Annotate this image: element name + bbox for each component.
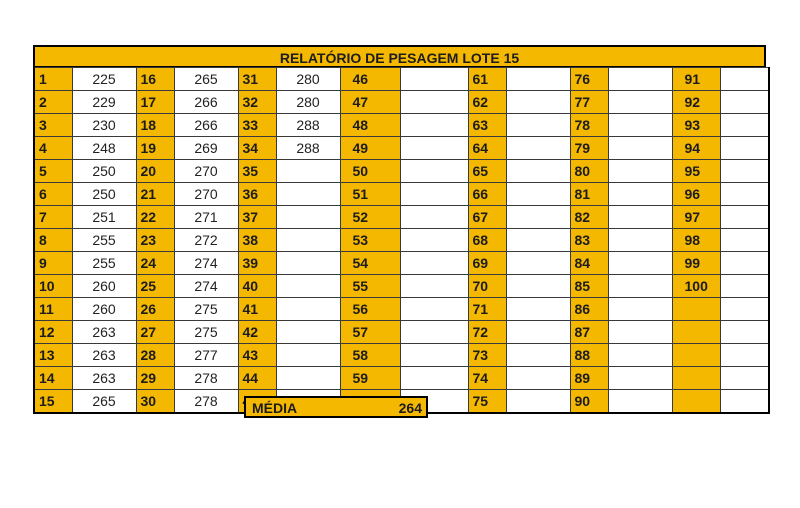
- lot-number-cell: 14: [34, 367, 72, 390]
- weight-value-cell: 229: [72, 91, 136, 114]
- weight-value-cell: 280: [276, 68, 340, 91]
- table-row: [34, 344, 769, 367]
- weight-value-cell: 269: [174, 137, 238, 160]
- weight-value-cell: [400, 275, 468, 298]
- lot-number-cell: 63: [468, 114, 506, 137]
- weight-value-cell: 225: [72, 68, 136, 91]
- lot-number-cell: 28: [136, 344, 174, 367]
- lot-number-cell: 15: [34, 390, 72, 413]
- lot-number-cell: 73: [468, 344, 506, 367]
- weight-value-cell: [400, 160, 468, 183]
- lot-number-cell: 41: [238, 298, 276, 321]
- lot-number-cell: 64: [468, 137, 506, 160]
- weight-value-cell: 272: [174, 229, 238, 252]
- weight-value-cell: 255: [72, 252, 136, 275]
- weight-value-cell: 275: [174, 321, 238, 344]
- weight-value-cell: [608, 137, 672, 160]
- average-value: 264: [398, 400, 422, 416]
- lot-number-cell: 43: [238, 344, 276, 367]
- weight-value-cell: 230: [72, 114, 136, 137]
- weight-value-cell: [506, 160, 570, 183]
- weight-value-cell: [400, 91, 468, 114]
- weight-value-cell: [608, 183, 672, 206]
- weight-value-cell: [720, 344, 769, 367]
- weight-value-cell: 278: [174, 367, 238, 390]
- weight-value-cell: [720, 390, 769, 413]
- lot-number-cell: 4: [34, 137, 72, 160]
- lot-number-cell: 70: [468, 275, 506, 298]
- weight-value-cell: [720, 367, 769, 390]
- weight-value-cell: [506, 206, 570, 229]
- lot-number-cell: 53: [340, 229, 400, 252]
- lot-number-cell: 10: [34, 275, 72, 298]
- lot-number-cell: 57: [340, 321, 400, 344]
- weight-value-cell: [506, 344, 570, 367]
- lot-number-cell: 47: [340, 91, 400, 114]
- weight-value-cell: 263: [72, 344, 136, 367]
- lot-number-cell: 46: [340, 68, 400, 91]
- weight-value-cell: [608, 390, 672, 413]
- lot-number-cell: 76: [570, 68, 608, 91]
- lot-number-cell: 74: [468, 367, 506, 390]
- lot-number-cell: 69: [468, 252, 506, 275]
- weight-value-cell: 270: [174, 160, 238, 183]
- weight-value-cell: [608, 114, 672, 137]
- weight-value-cell: [400, 206, 468, 229]
- weight-value-cell: [276, 229, 340, 252]
- table-row: [34, 183, 769, 206]
- weight-value-cell: 270: [174, 183, 238, 206]
- lot-number-cell: 90: [570, 390, 608, 413]
- lot-number-cell: 18: [136, 114, 174, 137]
- lot-number-cell: 37: [238, 206, 276, 229]
- weight-value-cell: 248: [72, 137, 136, 160]
- table-row: [34, 229, 769, 252]
- lot-number-cell: 71: [468, 298, 506, 321]
- lot-number-cell: 9: [34, 252, 72, 275]
- lot-number-cell: 81: [570, 183, 608, 206]
- table-row: [34, 91, 769, 114]
- weight-value-cell: [400, 114, 468, 137]
- lot-number-cell: 24: [136, 252, 174, 275]
- weight-value-cell: [608, 367, 672, 390]
- weight-value-cell: [720, 275, 769, 298]
- average-box: [244, 396, 428, 418]
- lot-number-cell: 13: [34, 344, 72, 367]
- weight-value-cell: 278: [174, 390, 238, 413]
- lot-number-cell: 87: [570, 321, 608, 344]
- weight-value-cell: [506, 390, 570, 413]
- weight-value-cell: [276, 183, 340, 206]
- lot-number-cell: 39: [238, 252, 276, 275]
- lot-number-cell: 99: [672, 252, 720, 275]
- lot-number-cell: 68: [468, 229, 506, 252]
- weight-value-cell: [506, 137, 570, 160]
- weight-value-cell: 265: [174, 68, 238, 91]
- weight-value-cell: [276, 160, 340, 183]
- lot-number-cell: 61: [468, 68, 506, 91]
- lot-number-cell: 92: [672, 91, 720, 114]
- lot-number-cell: 34: [238, 137, 276, 160]
- table-row: [34, 275, 769, 298]
- lot-number-cell: 85: [570, 275, 608, 298]
- lot-number-cell: 91: [672, 68, 720, 91]
- lot-number-cell: 16: [136, 68, 174, 91]
- lot-number-cell: 54: [340, 252, 400, 275]
- weight-value-cell: [720, 114, 769, 137]
- lot-number-cell: 56: [340, 298, 400, 321]
- lot-number-cell: 51: [340, 183, 400, 206]
- lot-number-cell: 44: [238, 367, 276, 390]
- table-row: [34, 252, 769, 275]
- weight-value-cell: [608, 68, 672, 91]
- table-row: [34, 160, 769, 183]
- weight-value-cell: [400, 68, 468, 91]
- weighing-report: [33, 45, 766, 414]
- weight-value-cell: [608, 298, 672, 321]
- lot-number-cell: 27: [136, 321, 174, 344]
- lot-number-cell: 12: [34, 321, 72, 344]
- lot-number-cell: 72: [468, 321, 506, 344]
- lot-number-cell: 2: [34, 91, 72, 114]
- lot-number-cell: 65: [468, 160, 506, 183]
- weight-value-cell: [400, 344, 468, 367]
- lot-number-cell: [672, 367, 720, 390]
- weight-value-cell: [506, 68, 570, 91]
- weight-value-cell: [608, 275, 672, 298]
- lot-number-cell: 31: [238, 68, 276, 91]
- weight-value-cell: [720, 206, 769, 229]
- lot-number-cell: 94: [672, 137, 720, 160]
- lot-number-cell: 6: [34, 183, 72, 206]
- lot-number-cell: 5: [34, 160, 72, 183]
- lot-number-cell: 78: [570, 114, 608, 137]
- lot-number-cell: [672, 321, 720, 344]
- weight-value-cell: [720, 91, 769, 114]
- lot-number-cell: 17: [136, 91, 174, 114]
- weight-value-cell: [400, 252, 468, 275]
- lot-number-cell: 42: [238, 321, 276, 344]
- weight-value-cell: [400, 321, 468, 344]
- lot-number-cell: 21: [136, 183, 174, 206]
- lot-number-cell: 95: [672, 160, 720, 183]
- lot-number-cell: 49: [340, 137, 400, 160]
- lot-number-cell: 66: [468, 183, 506, 206]
- weight-value-cell: 266: [174, 114, 238, 137]
- table-row: [34, 114, 769, 137]
- weight-value-cell: [720, 137, 769, 160]
- lot-number-cell: 84: [570, 252, 608, 275]
- weight-value-cell: [720, 298, 769, 321]
- table-row: [34, 321, 769, 344]
- weight-value-cell: 250: [72, 183, 136, 206]
- weight-value-cell: [506, 321, 570, 344]
- lot-number-cell: 80: [570, 160, 608, 183]
- lot-number-cell: 30: [136, 390, 174, 413]
- weight-value-cell: [608, 252, 672, 275]
- lot-number-cell: 36: [238, 183, 276, 206]
- lot-number-cell: 48: [340, 114, 400, 137]
- table-row: [34, 68, 769, 91]
- lot-number-cell: 40: [238, 275, 276, 298]
- lot-number-cell: 88: [570, 344, 608, 367]
- weight-value-cell: [720, 321, 769, 344]
- lot-number-cell: 100: [672, 275, 720, 298]
- lot-number-cell: 8: [34, 229, 72, 252]
- lot-number-cell: 20: [136, 160, 174, 183]
- weight-value-cell: 260: [72, 298, 136, 321]
- weight-value-cell: [720, 252, 769, 275]
- weight-value-cell: 251: [72, 206, 136, 229]
- weight-value-cell: [720, 160, 769, 183]
- lot-number-cell: 52: [340, 206, 400, 229]
- weighing-table: [33, 67, 770, 414]
- lot-number-cell: 89: [570, 367, 608, 390]
- weight-value-cell: [276, 275, 340, 298]
- weight-value-cell: [506, 275, 570, 298]
- weight-value-cell: 275: [174, 298, 238, 321]
- weight-value-cell: 250: [72, 160, 136, 183]
- weight-value-cell: 274: [174, 252, 238, 275]
- lot-number-cell: 35: [238, 160, 276, 183]
- weight-value-cell: 265: [72, 390, 136, 413]
- weight-value-cell: [276, 321, 340, 344]
- weight-value-cell: [276, 252, 340, 275]
- weight-value-cell: [608, 344, 672, 367]
- weight-value-cell: 260: [72, 275, 136, 298]
- weight-value-cell: [608, 160, 672, 183]
- lot-number-cell: 82: [570, 206, 608, 229]
- lot-number-cell: 59: [340, 367, 400, 390]
- lot-number-cell: [672, 390, 720, 413]
- lot-number-cell: 23: [136, 229, 174, 252]
- weight-value-cell: [608, 206, 672, 229]
- weight-value-cell: [506, 114, 570, 137]
- weight-value-cell: [276, 206, 340, 229]
- lot-number-cell: 79: [570, 137, 608, 160]
- weight-value-cell: [400, 298, 468, 321]
- lot-number-cell: 55: [340, 275, 400, 298]
- weight-value-cell: [276, 298, 340, 321]
- lot-number-cell: 96: [672, 183, 720, 206]
- weight-value-cell: [506, 183, 570, 206]
- table-row: [34, 137, 769, 160]
- lot-number-cell: 29: [136, 367, 174, 390]
- lot-number-cell: 67: [468, 206, 506, 229]
- lot-number-cell: 50: [340, 160, 400, 183]
- lot-number-cell: 83: [570, 229, 608, 252]
- weight-value-cell: 277: [174, 344, 238, 367]
- weight-value-cell: 288: [276, 137, 340, 160]
- table-row: [34, 206, 769, 229]
- weight-value-cell: [400, 229, 468, 252]
- weight-value-cell: [506, 252, 570, 275]
- weight-value-cell: [506, 298, 570, 321]
- lot-number-cell: 93: [672, 114, 720, 137]
- weight-value-cell: 266: [174, 91, 238, 114]
- weight-value-cell: 274: [174, 275, 238, 298]
- weight-value-cell: 288: [276, 114, 340, 137]
- lot-number-cell: 3: [34, 114, 72, 137]
- lot-number-cell: 86: [570, 298, 608, 321]
- table-row: [34, 298, 769, 321]
- lot-number-cell: 97: [672, 206, 720, 229]
- lot-number-cell: [672, 298, 720, 321]
- lot-number-cell: 22: [136, 206, 174, 229]
- lot-number-cell: 62: [468, 91, 506, 114]
- lot-number-cell: 7: [34, 206, 72, 229]
- report-title: RELATÓRIO DE PESAGEM LOTE 15: [33, 45, 766, 67]
- lot-number-cell: 26: [136, 298, 174, 321]
- table-row: [34, 367, 769, 390]
- weight-value-cell: [506, 91, 570, 114]
- weight-value-cell: [276, 344, 340, 367]
- weight-value-cell: [400, 137, 468, 160]
- weight-value-cell: 255: [72, 229, 136, 252]
- weight-value-cell: 271: [174, 206, 238, 229]
- weight-value-cell: [608, 321, 672, 344]
- weight-value-cell: [720, 229, 769, 252]
- lot-number-cell: 11: [34, 298, 72, 321]
- weight-value-cell: 263: [72, 367, 136, 390]
- lot-number-cell: 38: [238, 229, 276, 252]
- lot-number-cell: 33: [238, 114, 276, 137]
- weight-value-cell: [506, 229, 570, 252]
- lot-number-cell: 75: [468, 390, 506, 413]
- lot-number-cell: [672, 344, 720, 367]
- weight-value-cell: [400, 183, 468, 206]
- lot-number-cell: 77: [570, 91, 608, 114]
- average-label: MÉDIA: [252, 400, 298, 416]
- weight-value-cell: [276, 367, 340, 390]
- weight-value-cell: 280: [276, 91, 340, 114]
- lot-number-cell: 58: [340, 344, 400, 367]
- lot-number-cell: 19: [136, 137, 174, 160]
- weight-value-cell: [608, 91, 672, 114]
- weight-value-cell: 263: [72, 321, 136, 344]
- weight-value-cell: [400, 367, 468, 390]
- weight-value-cell: [608, 229, 672, 252]
- weight-value-cell: [720, 183, 769, 206]
- lot-number-cell: 1: [34, 68, 72, 91]
- weight-value-cell: [506, 367, 570, 390]
- lot-number-cell: 25: [136, 275, 174, 298]
- lot-number-cell: 32: [238, 91, 276, 114]
- lot-number-cell: 98: [672, 229, 720, 252]
- weight-value-cell: [720, 68, 769, 91]
